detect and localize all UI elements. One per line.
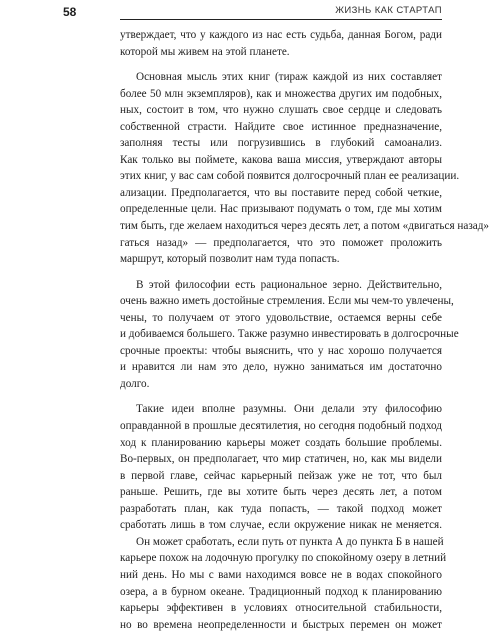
text-line: ход к планированию карьеры может создать большие проблемы. [120,436,442,449]
paragraph [120,277,459,393]
text-line: определенные цели. Нас призывают подумать о том, где мы хотим [120,203,442,216]
paragraph [120,27,442,60]
text-line: ний день. Но мы с вами находимся вовсе не в водах спокойного [120,568,442,581]
text-line: Во-первых, он предполагает, что мир статичен, но, как мы видели [120,453,442,466]
text-line: собственной страсти. Найдите свое истинное предназначение, [120,120,442,133]
text-line: и добиваемся большего. Также разумно инвестировать в долгосрочные [120,328,459,341]
text-line: оправданной в прошлые десятилетия, но сегодня подобный подход [120,420,442,433]
header-rule [120,19,442,20]
text-line: тим быть, где желаем находиться через десять лет, а потом «двигаться назад» [120,220,490,233]
text-line: утверждает, что у каждого из нас есть судьба, данная Богом, ради [120,29,442,41]
text-line: этих книг, у вас сам собой появится долгосрочный план ее реализации. [120,170,460,183]
text-line: маршрут, который позволит нам туда попасть. [120,253,340,266]
text-line: раньше. Решить, где вы хотите быть через десять лет, а потом [120,486,442,499]
text-line: Как только вы поймете, какова ваша миссия, утверждают авторы [120,153,442,166]
page-number: 58 [63,5,77,19]
paragraph [120,69,490,268]
text-line: ных, состоит в том, что нужно слушать свое сердце и следовать [120,104,442,117]
page-body [120,27,490,633]
running-head: ЖИЗНЬ КАК СТАРТАП [335,5,442,16]
text-line: очень важно иметь достойные стремления. Если мы чем-то увлечены, [120,295,454,308]
text-line: долго. [120,377,150,390]
text-line: и нравится ли нам это дело, нужно заниматься им достаточно [120,361,442,374]
text-line: в первой главе, сейчас карьерный пейзаж уже не тот, что был [120,469,442,482]
text-line: ализации. Предполагается, что вы поставите перед собой четкие, [120,186,442,199]
text-line: озера, а в бурном океане. Традиционный подход к планированию [120,585,442,598]
text-line: Такие идеи вполне разумны. Они делали эту философию [136,403,442,416]
text-line: В этой философии есть рациональное зерно. Действительно, [136,278,442,291]
text-line: которой мы живем на этой планете. [120,45,290,58]
text-line: заполняя тесты или погрузившись в глубокий самоанализ. [120,137,442,150]
text-line: но во времена неопределенности и быстрых перемен он может [120,618,442,631]
text-line: Он может сработать, если путь от пункта А до пункта Б в нашей [136,535,444,548]
text-line: гаться назад» — предполагается, что это поможет проложить [120,236,442,249]
text-line: карьеры эффективен в условиях относительной стабильности, [120,602,442,615]
text-line: срочные проекты: чтобы выяснить, что у нас хорошо получается [120,344,442,357]
text-line: карьере похож на лодочную прогулку по спокойному озеру в летний [120,552,447,565]
text-line: разработать план, как туда попасть, — такой подход может [120,502,442,515]
paragraph [120,401,447,633]
text-line: сработать лишь в том случае, если окружение никак не меняется. [120,519,442,532]
text-line: более 50 млн экземпляров), как и множества других им подобных, [120,87,442,100]
text-line: чены, то получаем от этого удовольствие, остаемся верны себе [120,311,442,324]
text-line: Основная мысль этих книг (тираж каждой из них составляет [136,71,442,84]
